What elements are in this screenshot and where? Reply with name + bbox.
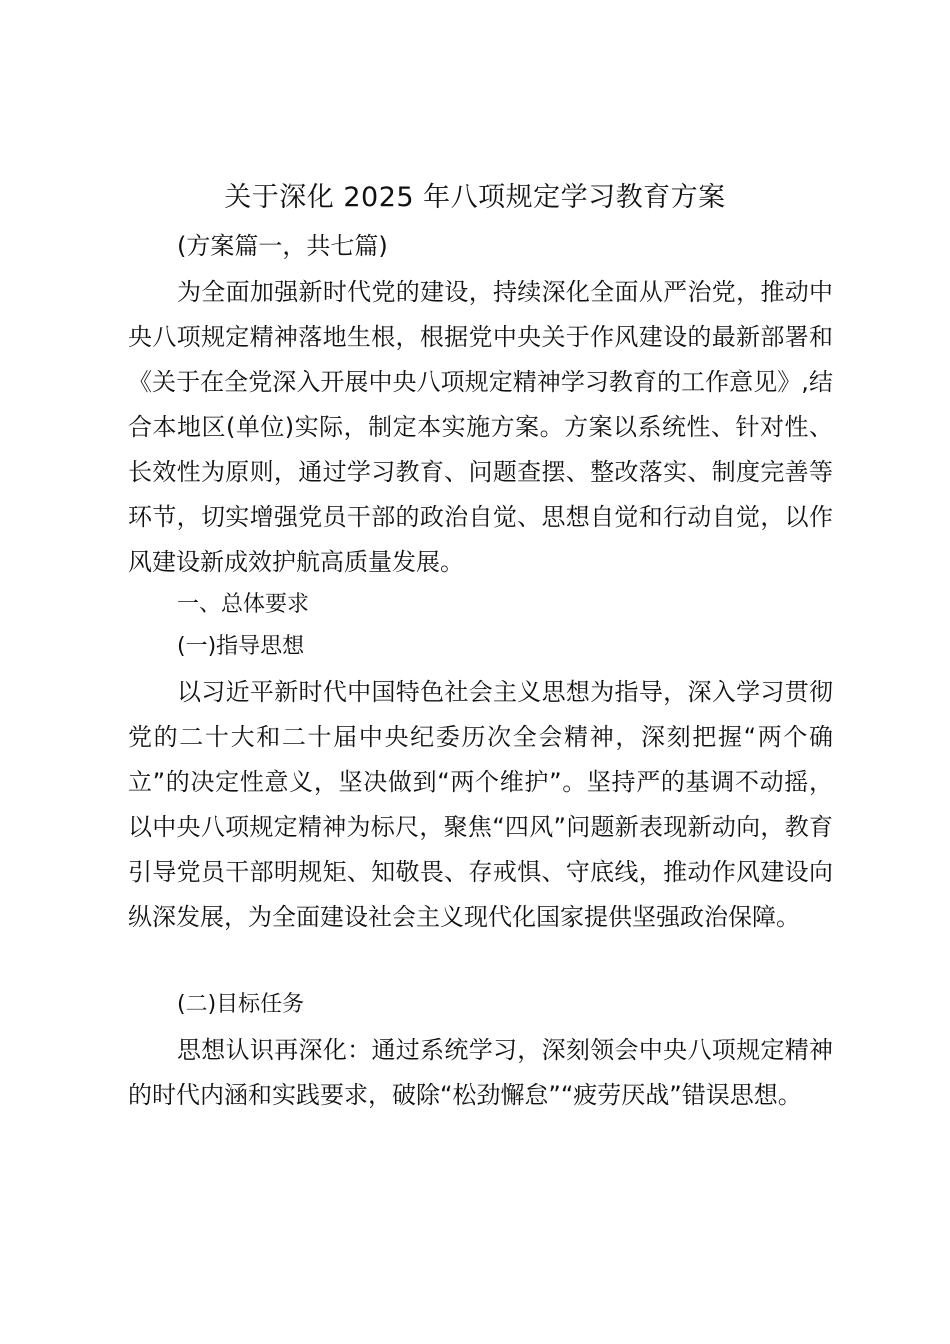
intro-paragraph: 为全面加强新时代党的建设，持续深化全面从严治党，推动中央八项规定精神落地生根，根据党中央关于作风建设的最新部署和《关于在全党深入开展中央八项规定精神学习教育的工作意见》,结合本地区(单位)实际，制定本实施方案。方案以系统性、针对性、长效性为原则，通过学习教育、问题查摆、整改落实、制度完善等环节，切实增强党员干部的政治自觉、思想自觉和行动自觉，以作风建设新成效护航高质量发展。 [128, 278, 833, 576]
goals-tasks-paragraph: 思想认识再深化：通过系统学习，深刻领会中央八项规定精神的时代内涵和实践要求，破除“松劲懈怠”“疲劳厌战”错误思想。 [128, 1036, 833, 1109]
subsection-heading-goals-tasks: (二)目标任务 [177, 992, 305, 1017]
subsection-heading-guiding-ideology: (一)指导思想 [177, 634, 305, 659]
guiding-ideology-paragraph: 以习近平新时代中国特色社会主义思想为指导，深入学习贯彻党的二十大和二十届中央纪委历次全会精神，深刻把握“两个确立”的决定性意义，坚决做到“两个维护”。坚持严的基调不动摇，以中央八项规定精神为标尺，聚焦“四风”问题新表现新动向，教育引导党员干部明规矩、知敬畏、存戒惧、守底线，推动作风建设向纵深发展，为全面建设社会主义现代化国家提供坚强政治保障。 [128, 678, 833, 931]
document-title: 关于深化 2025 年八项规定学习教育方案 [224, 182, 726, 213]
document-subtitle: (方案篇一，共七篇) [177, 232, 388, 260]
section-heading-overall-requirements: 一、总体要求 [177, 592, 310, 617]
